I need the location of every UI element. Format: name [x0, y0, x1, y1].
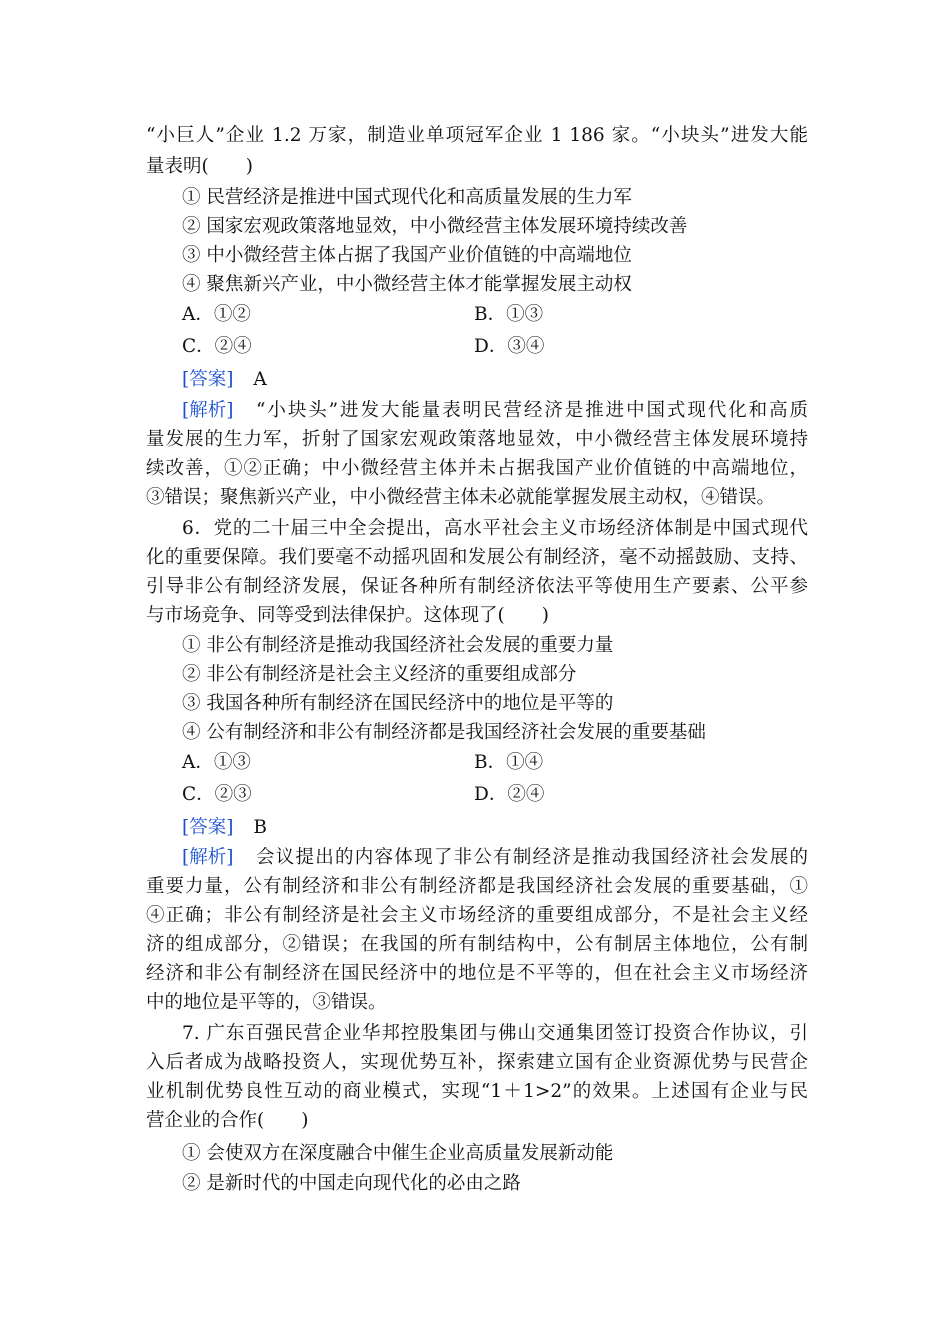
q5-analysis-tag: [解析]: [182, 400, 234, 421]
q5-analysis-line-4: ③错误；聚焦新兴产业，中小微经营主体未必就能掌握发展主动权，④错误。: [146, 487, 776, 508]
q7-stem-line-4: 营企业的合作( ): [146, 1110, 309, 1131]
q6-analysis-line-6: 中的地位是平等的，③错误。: [146, 992, 387, 1013]
q5-answer: [182, 368, 267, 392]
q7-stem-line-1: 7. 广东百强民营企业华邦控股集团与佛山交通集团签订投资合作协议，引: [182, 1023, 808, 1044]
q6-answer-tag: [答案]: [182, 817, 234, 838]
q5-option-a: A．①②: [182, 304, 251, 325]
q7-statement-2: ② 是新时代的中国走向现代化的必由之路: [182, 1173, 521, 1194]
q6-statement-1: ① 非公有制经济是推动我国经济社会发展的重要力量: [182, 635, 614, 656]
q5-statement-2: ② 国家宏观政策落地显效，中小微经营主体发展环境持续改善: [182, 216, 688, 237]
q5-answer-tag: [答案]: [182, 369, 234, 390]
q6-analysis-line-3: ④正确；非公有制经济是社会主义市场经济的重要组成部分，不是社会主义经: [146, 905, 808, 926]
q7-statement-1: ① 会使双方在深度融合中催生企业高质量发展新动能: [182, 1143, 614, 1164]
q6-stem-line-1: 6．党的二十届三中全会提出，高水平社会主义市场经济体制是中国式现代: [182, 518, 808, 539]
q5-option-d: D．③④: [474, 336, 545, 357]
q7-stem-line-3: 业机制优势良性互动的商业模式，实现“1＋1>2”的效果。上述国有企业与民: [146, 1081, 808, 1102]
q5-statement-1: ① 民营经济是推进中国式现代化和高质量发展的生力军: [182, 187, 632, 208]
q5-option-c: C．②④: [182, 336, 252, 357]
q6-option-d: D．②④: [474, 784, 545, 805]
q7-stem-line-2: 入后者成为战略投资人，实现优势互补，探索建立国有企业资源优势与民营企: [146, 1052, 808, 1073]
q5-option-b: B．①③: [474, 304, 544, 325]
q6-option-c: C．②③: [182, 784, 252, 805]
q5-statement-3: ③ 中小微经营主体占据了我国产业价值链的中高端地位: [182, 245, 632, 266]
q6-option-b: B．①④: [474, 752, 544, 773]
q6-answer: [182, 816, 267, 840]
q6-analysis-line-5: 经济和非公有制经济在国民经济中的地位是不平等的，但在社会主义市场经济: [146, 963, 808, 984]
q6-stem-line-4: 与市场竞争、同等受到法律保护。这体现了( ): [146, 605, 549, 626]
q5-answer-value: A: [253, 369, 267, 390]
q6-statement-2: ② 非公有制经济是社会主义经济的重要组成部分: [182, 664, 577, 685]
q6-answer-value: B: [253, 817, 267, 838]
q6-option-a: A．①③: [182, 752, 251, 773]
q6-analysis-line-1: 会议提出的内容体现了非公有制经济是推动我国经济社会发展的: [256, 847, 808, 868]
q5-stem-line-2: 量表明( ): [146, 156, 253, 177]
q6-stem-line-3: 引导非公有制经济发展，保证各种所有制经济依法平等使用生产要素、公平参: [146, 576, 808, 597]
q5-stem-line-1: “小巨人”企业 1.2 万家，制造业单项冠军企业 1 186 家。“小块头”进发大能: [146, 125, 808, 146]
q6-analysis-line-2: 重要力量，公有制经济和非公有制经济都是我国经济社会发展的重要基础，①: [146, 876, 808, 897]
q6-analysis-tag: [解析]: [182, 847, 234, 868]
q5-analysis-line-3: 续改善，①②正确；中小微经营主体并未占据我国产业价值链的中高端地位，: [146, 458, 808, 479]
q5-statement-4: ④ 聚焦新兴产业，中小微经营主体才能掌握发展主动权: [182, 274, 632, 295]
q5-analysis-line-2: 量发展的生力军，折射了国家宏观政策落地显效，中小微经营主体发展环境持: [146, 429, 808, 450]
q6-statement-3: ③ 我国各种所有制经济在国民经济中的地位是平等的: [182, 693, 614, 714]
q6-analysis-line-4: 济的组成部分，②错误；在我国的所有制结构中，公有制居主体地位，公有制: [146, 934, 808, 955]
q5-analysis-line-1: “小块头”进发大能量表明民营经济是推进中国式现代化和高质: [256, 400, 808, 421]
q6-statement-4: ④ 公有制经济和非公有制经济都是我国经济社会发展的重要基础: [182, 722, 706, 743]
q6-stem-line-2: 化的重要保障。我们要毫不动摇巩固和发展公有制经济，毫不动摇鼓励、支持、: [146, 547, 808, 568]
